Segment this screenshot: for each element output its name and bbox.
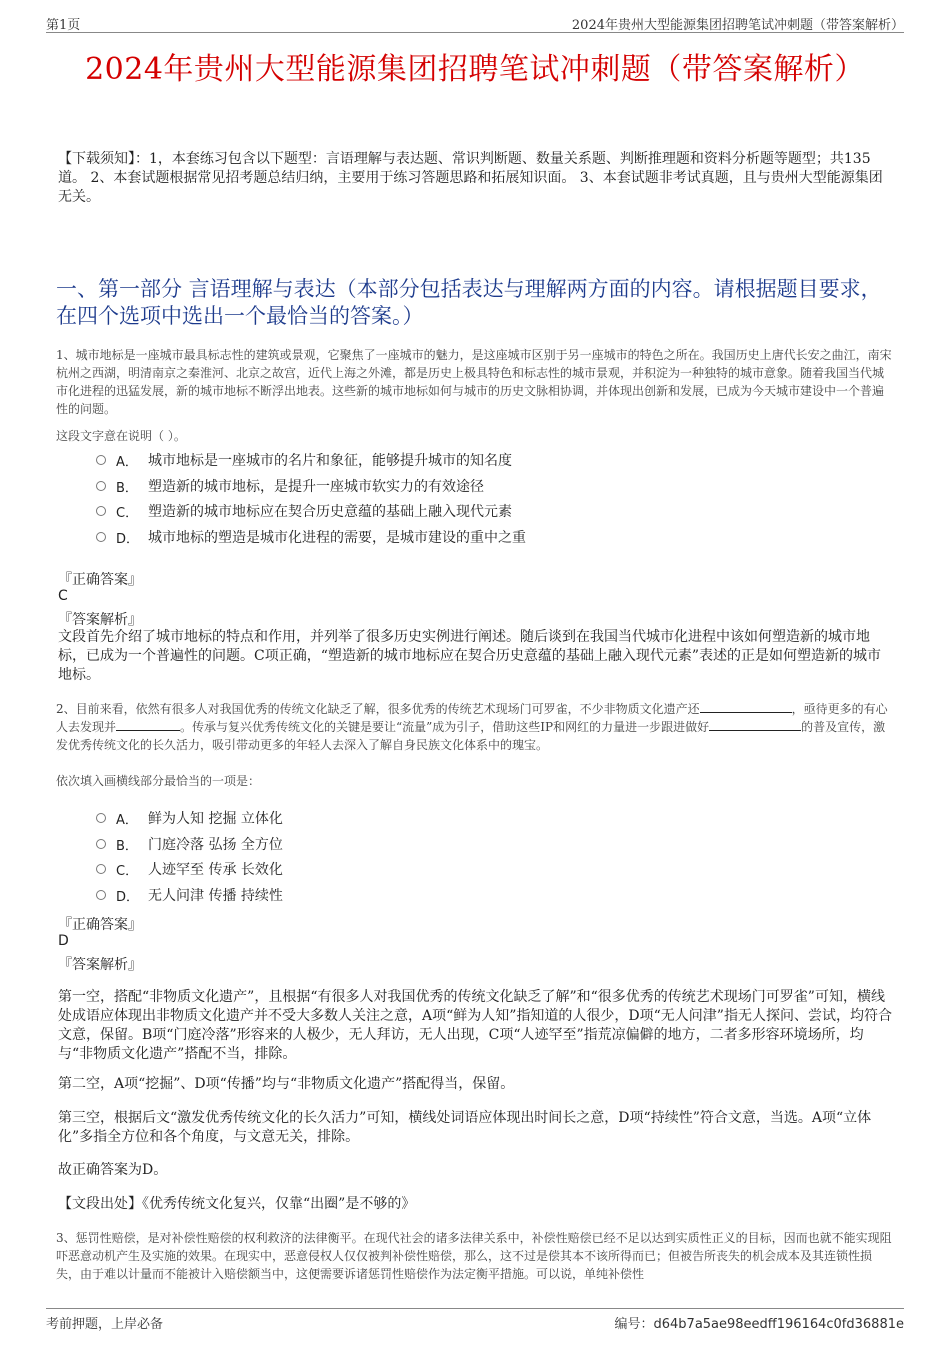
q2-option-b[interactable] bbox=[96, 834, 283, 854]
q1-option-a[interactable] bbox=[96, 450, 512, 470]
radio-icon[interactable] bbox=[96, 506, 106, 516]
option-letter: B． bbox=[116, 480, 138, 496]
q2-analysis-label: 『答案解析』 bbox=[58, 957, 142, 973]
q2-answer-label: 『正确答案』 bbox=[58, 917, 142, 933]
option-text: 塑造新的城市地标，是提升一座城市软实力的有效途径 bbox=[148, 479, 484, 495]
q2-analysis-4: 故正确答案为D。 bbox=[58, 1162, 168, 1178]
q2-analysis-1: 第一空，搭配“非物质文化遗产”，且根据“有很多人对我国优秀的传统文化缺乏了解”和“很多优秀的传统艺术现场门可罗雀”可知，横线处成语应体现出非物质文化遗产并不受大多数人关注之意，A项“鲜为人知”指知道的人很少，D项“无人问津”指无人探问、尝试，均符合文意，保留。B项“门庭冷落”形容来的人极少，无人拜访，无人出现，C项“人迹罕至”指荒凉偏僻的地方，二者多形容环境场所，均与“非物质文化遗产”搭配不当，排除。 bbox=[58, 989, 892, 1062]
download-notice: 【下载须知】：1，本套练习包含以下题型：言语理解与表达题、常识判断题、数量关系题、判断推理题和资料分析题等题型；共135道。 2、本套试题根据常见招考题总结归纳，主要用于练习答题思路和拓展知识面。 3、本套试题非考试真题，且与贵州大型能源集团无关。 bbox=[58, 151, 883, 205]
document-title: 2024年贵州大型能源集团招聘笔试冲刺题（带答案解析） bbox=[85, 52, 865, 87]
q2-stem-d: 的普及宣传，激发优秀传统文化的长久活力，吸引带动更多的年轻人去深入了解自身民族文化体系中的瑰宝。 bbox=[56, 720, 886, 752]
q2-option-c[interactable] bbox=[96, 859, 283, 879]
q1-analysis: 文段首先介绍了城市地标的特点和作用，并列举了很多历史实例进行阐述。随后谈到在我国当代城市化进程中该如何塑造新的城市地标，已成为一个普遍性的问题。C项正确，“塑造新的城市地标应在契合历史意蕴的基础上融入现代元素”表述的正是如何塑造新的城市地标。 bbox=[58, 629, 882, 683]
q3-stem: 3、惩罚性赔偿，是对补偿性赔偿的权利救济的法律衡平。在现代社会的诸多法律关系中，补偿性赔偿已经不足以达到实质性正义的目标，因而也就不能实现阻吓恶意动机产生及实施的效果。在现实中，恶意侵权人仅仅被判补偿性赔偿，那么，这不过是偿其本不该所得而已；但被告所丧失的机会成本及其连锁性损失，由于难以计量而不能被计入赔偿额当中，这便需要诉诸惩罚性赔偿作为法定衡平措施。可以说，单纯补偿性 bbox=[56, 1231, 892, 1281]
q2-prompt: 依次填入画横线部分最恰当的一项是： bbox=[56, 774, 261, 788]
blank-2 bbox=[116, 718, 180, 731]
running-title: 2024年贵州大型能源集团招聘笔试冲刺题（带答案解析） bbox=[571, 18, 904, 33]
q2-stem bbox=[56, 700, 894, 754]
section-title: 一、第一部分 言语理解与表达（本部分包括表达与理解两方面的内容。请根据题目要求，在四个选项中选出一个最恰当的答案。） bbox=[56, 277, 882, 328]
code-value: d64b7a5ae98eedff196164c0fd36881e bbox=[653, 1317, 904, 1332]
q2-analysis-3: 第三空，根据后文“激发优秀传统文化的长久活力”可知，横线处词语应体现出时间长之意，D项“持续性”符合文意，当选。A项“立体化”多指全方位和各个角度，与文意无关，排除。 bbox=[58, 1110, 872, 1145]
header-divider bbox=[46, 32, 904, 33]
radio-icon[interactable] bbox=[96, 839, 106, 849]
radio-icon[interactable] bbox=[96, 481, 106, 491]
blank-3 bbox=[709, 718, 801, 731]
option-text: 门庭冷落 弘扬 全方位 bbox=[148, 837, 283, 853]
option-text: 城市地标是一座城市的名片和象征，能够提升城市的知名度 bbox=[148, 453, 512, 469]
footer-slogan: 考前押题，上岸必备 bbox=[46, 1317, 164, 1332]
option-letter: C． bbox=[116, 505, 139, 521]
option-text: 无人问津 传播 持续性 bbox=[148, 888, 283, 904]
q1-answer-label: 『正确答案』 bbox=[58, 572, 142, 588]
q2-answer: D bbox=[58, 933, 69, 949]
radio-icon[interactable] bbox=[96, 813, 106, 823]
footer-divider bbox=[46, 1308, 904, 1309]
q1-answer: C bbox=[58, 588, 68, 604]
option-letter: D． bbox=[116, 889, 140, 905]
option-letter: C． bbox=[116, 863, 139, 879]
q1-option-d[interactable] bbox=[96, 527, 526, 547]
q1-option-b[interactable] bbox=[96, 476, 484, 496]
radio-icon[interactable] bbox=[96, 455, 106, 465]
page-number: 第1页 bbox=[46, 18, 81, 33]
q2-source: 【文段出处】《优秀传统文化复兴，仅靠“出圈”是不够的》 bbox=[58, 1196, 416, 1212]
code-label: 编号： bbox=[614, 1317, 654, 1332]
option-letter: B． bbox=[116, 838, 138, 854]
q2-stem-c: 。传承与复兴优秀传统文化的关键是要让“流量”成为引子，借助这些IP和网红的力量进一步跟进做好 bbox=[180, 720, 710, 734]
q2-stem-a: 2、目前来看，依然有很多人对我国优秀的传统文化缺乏了解，很多优秀的传统艺术现场门可罗雀，不少非物质文化遗产还 bbox=[56, 702, 700, 716]
option-letter: A． bbox=[116, 812, 138, 828]
q1-stem: 1、城市地标是一座城市最具标志性的建筑或景观，它聚焦了一座城市的魅力，是这座城市区别于另一座城市的特色之所在。我国历史上唐代长安之曲江，南宋杭州之西湖，明清南京之秦淮河、北京之故宫，近代上海之外滩，都是历史上极具特色和标志性的城市景观，并积淀为一种独特的城市意象。随着我国当代城市化进程的迅猛发展，新的城市地标不断浮出地表。这些新的城市地标如何与城市的历史文脉相协调，并体现出创新和发展，已成为今天城市建设中一个普遍性的问题。 bbox=[56, 348, 892, 416]
option-text: 塑造新的城市地标应在契合历史意蕴的基础上融入现代元素 bbox=[148, 504, 512, 520]
option-letter: D． bbox=[116, 531, 140, 547]
radio-icon[interactable] bbox=[96, 890, 106, 900]
option-letter: A． bbox=[116, 454, 138, 470]
q2-option-a[interactable] bbox=[96, 808, 283, 828]
q2-stem-b: ，亟待更多的有心人去发现并 bbox=[56, 702, 888, 734]
radio-icon[interactable] bbox=[96, 532, 106, 542]
document-code bbox=[614, 1313, 904, 1332]
blank-1 bbox=[700, 700, 792, 713]
option-text: 城市地标的塑造是城市化进程的需要，是城市建设的重中之重 bbox=[148, 530, 526, 546]
option-text: 鲜为人知 挖掘 立体化 bbox=[148, 811, 283, 827]
q1-option-c[interactable] bbox=[96, 501, 512, 521]
q1-analysis-label: 『答案解析』 bbox=[58, 612, 142, 628]
q2-analysis-2: 第二空，A项“挖掘”、D项“传播”均与“非物质文化遗产”搭配得当，保留。 bbox=[58, 1076, 515, 1092]
radio-icon[interactable] bbox=[96, 864, 106, 874]
q1-prompt: 这段文字意在说明（ ）。 bbox=[56, 429, 186, 443]
q2-option-d[interactable] bbox=[96, 885, 283, 905]
option-text: 人迹罕至 传承 长效化 bbox=[148, 862, 283, 878]
